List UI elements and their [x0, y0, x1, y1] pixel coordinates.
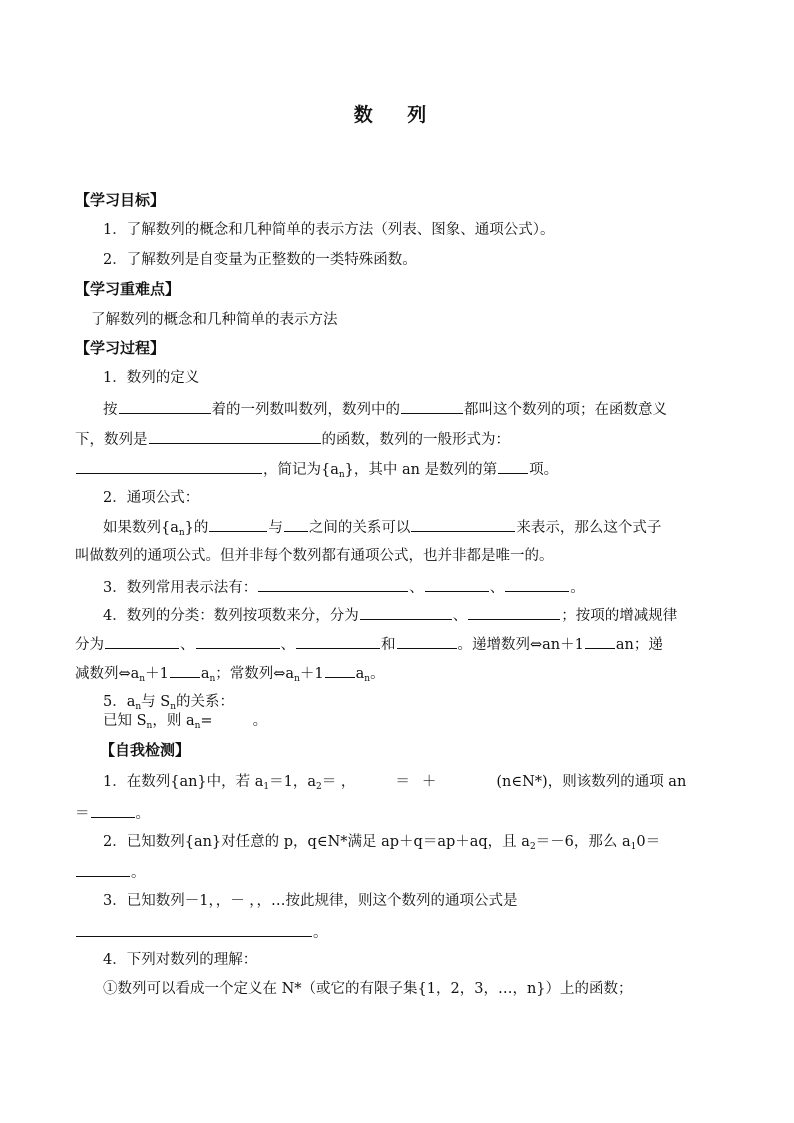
question-3-line-2: 。: [75, 921, 735, 943]
page-title: 数 列: [353, 104, 441, 126]
fill-blank[interactable]: [585, 633, 615, 649]
key-points-text: 了解数列的概念和几种简单的表示方法: [91, 312, 338, 328]
fill-blank[interactable]: [258, 576, 408, 592]
section-4-line-3: 减数列$\Leftrightarrow a_n+1$ $a_n$；常数列$\Leftrightarrow a_n+1$ $a_n$。: [75, 662, 735, 684]
objective-item-2: 2．了解数列是自变量为正整数的一类特殊函数。: [103, 252, 417, 268]
fill-blank[interactable]: [468, 604, 560, 620]
section-1-line-2: 下，数列是 的函数，数列的一般形式为：: [75, 428, 735, 450]
process-heading: 【学习过程】: [75, 339, 166, 357]
section-2-title: 2．通项公式：: [103, 490, 200, 506]
section-1-line-1: 按 着的一列数叫数列，数列中的 都叫这个数列的项；在函数意义: [75, 398, 735, 420]
fill-blank[interactable]: [505, 576, 569, 592]
fill-blank[interactable]: [425, 576, 489, 592]
fill-blank[interactable]: [76, 921, 312, 937]
fill-blank[interactable]: [397, 633, 457, 649]
key-points-heading: 【学习重难点】: [75, 280, 181, 298]
fill-blank[interactable]: [401, 398, 463, 414]
fill-blank[interactable]: [411, 516, 515, 532]
fill-blank[interactable]: [196, 633, 280, 649]
fill-blank[interactable]: [296, 633, 380, 649]
fill-blank[interactable]: [76, 458, 262, 474]
fill-blank[interactable]: [119, 398, 211, 414]
section-1-line-3: ，简记为$\{a_n\}$，其中 an 是数列的第 项。: [75, 458, 735, 480]
question-1-line-1: 1．在数列{an}中，若 $a_1=1$，$a_2=$ ， ＝ ＋ (n∈N*)，则该数列的通项 an: [103, 774, 687, 792]
fill-blank[interactable]: [209, 516, 267, 532]
fill-blank[interactable]: [149, 428, 321, 444]
fill-blank[interactable]: [105, 633, 179, 649]
fill-blank[interactable]: [91, 802, 135, 818]
objective-item-1: 1．了解数列的概念和几种简单的表示方法（列表、图象、通项公式）。: [103, 222, 555, 238]
fill-blank[interactable]: [76, 861, 130, 877]
section-4-line-2: 分为 、 、 和 。递增数列⇔an＋1 an；递: [75, 633, 735, 655]
section-3-line: 3．数列常用表示法有： 、 、 。: [75, 576, 735, 598]
section-2-line-2: 叫做数列的通项公式。但并非每个数列都有通项公式，也并非都是唯一的。: [75, 548, 554, 564]
fill-blank[interactable]: [170, 662, 200, 678]
question-4-item-1: ①数列可以看成一个定义在 N*（或它的有限子集{1，2，3，…，n}）上的函数；: [103, 981, 633, 997]
question-3-line-1: 3．已知数列－1，，－ ，，…按此规律，则这个数列的通项公式是: [103, 893, 518, 909]
fill-blank[interactable]: [284, 516, 308, 532]
section-5-line-1: 5．$a_n$与 $S_n$的关系：: [103, 694, 235, 712]
section-5-line-2: 已知 $S_n$，则 $a_n=$ 。: [103, 713, 268, 731]
question-2-line-1: 2．已知数列{an}对任意的 p，q∈N*满足 ap＋q＝ap＋aq，且 $a_2=-6$，那么 $a_10=$: [103, 834, 661, 852]
question-2-line-2: 。: [75, 861, 735, 883]
fill-blank[interactable]: [360, 604, 452, 620]
objectives-heading: 【学习目标】: [75, 191, 166, 209]
section-1-title: 1．数列的定义: [103, 370, 200, 386]
section-2-line-1: 如果数列$\{a_n\}$的 与 之间的关系可以 来表示，那么这个式子: [75, 516, 735, 538]
fill-blank[interactable]: [498, 458, 528, 474]
section-4-line-1: 4．数列的分类：数列按项数来分，分为 、 ；按项的增减规律: [75, 604, 735, 626]
self-check-heading: 【自我检测】: [100, 741, 191, 759]
fill-blank[interactable]: [325, 662, 355, 678]
question-1-line-2: ＝ 。: [75, 802, 735, 824]
question-4-title: 4．下列对数列的理解：: [103, 952, 258, 968]
